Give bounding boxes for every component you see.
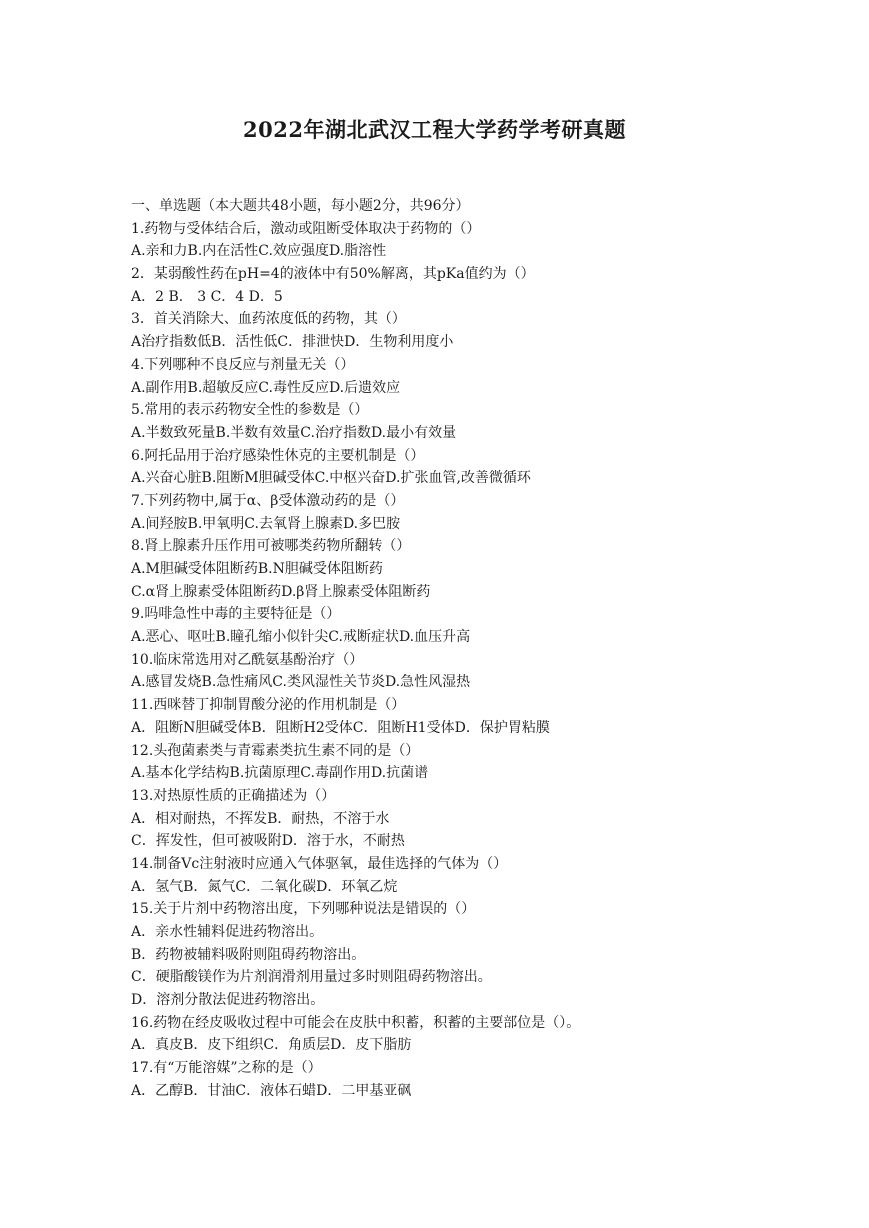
options-8-cd: C.α肾上腺素受体阻断药D.β肾上腺素受体阻断药 xyxy=(131,583,431,600)
options-8-ab: A.M胆碱受体阻断药B.N胆碱受体阻断药 xyxy=(131,561,383,577)
options-15-a: A．亲水性辅料促进药物溶出。 xyxy=(131,924,324,940)
question-list xyxy=(131,195,771,1103)
options-2: A．2 B． 3 C．4 D．5 xyxy=(131,288,283,305)
question-15: 15.关于片剂中药物溶出度，下列哪种说法是错误的（） xyxy=(131,901,476,918)
question-2: 2．某弱酸性药在pH=4的液体中有50%解离，其pKa值约为（） xyxy=(131,266,535,283)
options-15-c: C．硬脂酸镁作为片剂润滑剂用量过多时则阻碍药物溶出。 xyxy=(131,969,492,986)
section-heading: 一、单选题（本大题共48小题，每小题2分，共96分） xyxy=(131,198,470,214)
question-17: 17.有“万能溶媒”之称的是（） xyxy=(131,1060,322,1077)
question-14: 14.制备Vc注射液时应通入气体驱氧，最佳选择的气体为（） xyxy=(131,855,508,872)
options-17: A．乙醇B．甘油C．液体石蜡D．二甲基亚砜 xyxy=(131,1082,412,1099)
options-11: A．阻断N胆碱受体B．阻断H2受体C．阻断H1受体D．保护胃粘膜 xyxy=(131,719,550,736)
question-16: 16.药物在经皮吸收过程中可能会在皮肤中积蓄，积蓄的主要部位是（）。 xyxy=(131,1014,581,1031)
document-title: 2022年湖北武汉工程大学药学考研真题 xyxy=(243,117,626,142)
question-12: 12.头孢菌素类与青霉素类抗生素不同的是（） xyxy=(131,742,420,759)
options-6: A.兴奋心脏B.阻断M胆碱受体C.中枢兴奋D.扩张血管,改善微循环 xyxy=(131,470,531,487)
options-15-b: B．药物被辅料吸附则阻碍药物溶出。 xyxy=(131,946,366,963)
question-7: 7.下列药物中,属于α、β受体激动药的是（） xyxy=(131,492,405,509)
options-10: A.感冒发烧B.急性痛风C.类风湿性关节炎D.急性风湿热 xyxy=(131,674,471,691)
question-13: 13.对热原性质的正确描述为（） xyxy=(131,787,336,804)
question-11: 11.西咪替丁抑制胃酸分泌的作用机制是（） xyxy=(131,697,406,714)
options-5: A.半数致死量B.半数有效量C.治疗指数D.最小有效量 xyxy=(131,424,457,441)
options-13-cd: C．挥发性，但可被吸附D．溶于水，不耐热 xyxy=(131,833,405,850)
options-12: A.基本化学结构B.抗菌原理C.毒副作用D.抗菌谱 xyxy=(131,765,429,782)
options-15-d: D．溶剂分散法促进药物溶出。 xyxy=(131,992,325,1009)
options-14: A．氢气B．氮气C．二氧化碳D．环氧乙烷 xyxy=(131,878,398,895)
question-4: 4.下列哪种不良反应与剂量无关（） xyxy=(131,356,355,373)
options-13-ab: A．相对耐热，不挥发B．耐热，不溶于水 xyxy=(131,810,390,827)
options-9: A.恶心、呕吐B.瞳孔缩小似针尖C.戒断症状D.血压升高 xyxy=(131,629,471,646)
options-1: A.亲和力B.内在活性C.效应强度D.脂溶性 xyxy=(131,243,387,260)
options-4: A.副作用B.超敏反应C.毒性反应D.后遗效应 xyxy=(131,379,401,396)
question-3: 3．首关消除大、血药浓度低的药物，其（） xyxy=(131,311,406,328)
question-5: 5.常用的表示药物安全性的参数是（） xyxy=(131,402,369,419)
question-8: 8.肾上腺素升压作用可被哪类药物所翻转（） xyxy=(131,538,411,555)
question-1: 1.药物与受体结合后，激动或阻断受体取决于药物的（） xyxy=(131,220,481,237)
question-6: 6.阿托品用于治疗感染性休克的主要机制是（） xyxy=(131,447,425,464)
options-16: A．真皮B．皮下组织C．角质层D．皮下脂肪 xyxy=(131,1037,412,1054)
question-10: 10.临床常选用对乙酰氨基酚治疗（） xyxy=(131,651,364,668)
question-9: 9.吗啡急性中毒的主要特征是（） xyxy=(131,606,341,623)
options-7: A.间羟胺B.甲氧明C.去氧肾上腺素D.多巴胺 xyxy=(131,515,401,532)
options-3: A治疗指数低B．活性低C．排泄快D．生物利用度小 xyxy=(131,334,454,351)
